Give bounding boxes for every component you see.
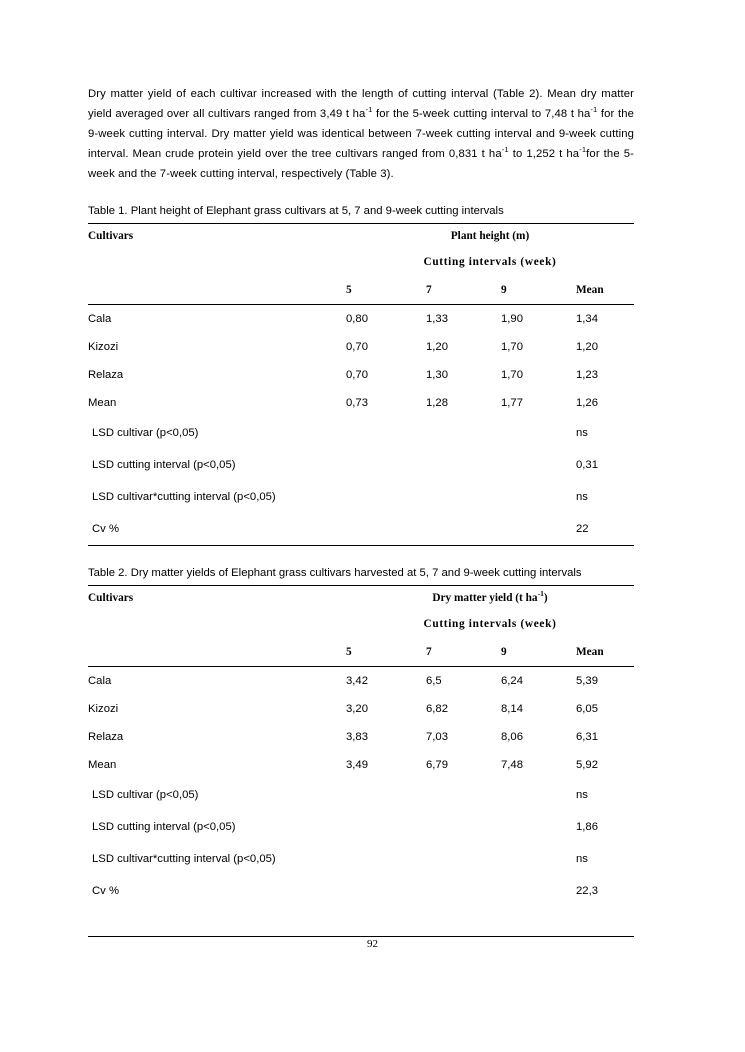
table-row xyxy=(88,843,634,875)
table1-header-row-2 xyxy=(88,248,634,276)
table2-measure-header-sup: -1 xyxy=(537,589,544,599)
table1-stat0-value: ns xyxy=(576,427,588,439)
table2-header-spacer xyxy=(88,610,346,638)
table1-subheader-5: 5 xyxy=(346,276,426,305)
table2-caption: Table 2. Dry matter yields of Elephant grass cultivars harvested at 5, 7 and 9-week cutting intervals xyxy=(88,567,582,579)
table2-row2-v9: 8,06 xyxy=(501,731,523,743)
table2-subheader-5: 5 xyxy=(346,638,426,667)
table2-stat0-label: LSD cultivar (p<0,05) xyxy=(92,789,199,801)
table-row xyxy=(88,305,634,334)
table2-row0-v9: 6,24 xyxy=(501,675,523,687)
table1-row2-cultivar: Relaza xyxy=(88,369,124,381)
table1-header-row-3 xyxy=(88,276,634,305)
table2-stat0-value: ns xyxy=(576,789,588,801)
table1-subheader-mean: Mean xyxy=(576,276,634,305)
paragraph-text-2: for the 5-week cutting interval to 7,48 t ha xyxy=(372,108,591,120)
table2-row0-v5: 3,42 xyxy=(346,675,368,687)
table2-measure-header-tail: ) xyxy=(543,592,548,604)
table1-row1-cultivar: Kizozi xyxy=(88,341,119,353)
page-number: 92 xyxy=(367,938,378,950)
table1-subheader-spacer xyxy=(88,276,346,305)
table1-subheader-7: 7 xyxy=(426,276,501,305)
table1-caption: Table 1. Plant height of Elephant grass cultivars at 5, 7 and 9-week cutting intervals xyxy=(88,205,504,217)
table1-row1-mean: 1,20 xyxy=(576,341,598,353)
table2-row0-mean: 5,39 xyxy=(576,675,598,687)
paragraph-text-4: to 1,252 t ha xyxy=(508,148,580,160)
table2-row1-v5: 3,20 xyxy=(346,703,368,715)
table1-row2-v7: 1,30 xyxy=(426,369,448,381)
table2-stat1-value: 1,86 xyxy=(576,821,598,833)
table2-stat2-value: ns xyxy=(576,853,588,865)
table1-stat3-label: Cv % xyxy=(88,513,576,546)
table1-row2-mean: 1,23 xyxy=(576,369,598,381)
table2-row3-v7: 6,79 xyxy=(426,759,448,771)
table2-row1-v7: 6,82 xyxy=(426,703,448,715)
table2-row1-mean: 6,05 xyxy=(576,703,598,715)
table2-subheader-7: 7 xyxy=(426,638,501,667)
table2-header-row-1 xyxy=(88,586,634,611)
table2-subheader-mean: Mean xyxy=(576,638,634,667)
table1-row0-v5: 0,80 xyxy=(346,313,368,325)
table2-row2-mean: 6,31 xyxy=(576,731,598,743)
superscript-1: -1 xyxy=(365,105,373,115)
table2-row3-v5: 3,49 xyxy=(346,759,368,771)
table1-row3-v5: 0,73 xyxy=(346,397,368,409)
table2-subheader-9: 9 xyxy=(501,638,576,667)
table1-stat3-value: 22 xyxy=(576,513,634,546)
table1-stat2-label: LSD cultivar*cutting interval (p<0,05) xyxy=(92,491,276,503)
table1-stat0-label: LSD cultivar (p<0,05) xyxy=(92,427,199,439)
table2 xyxy=(88,585,634,907)
table2-stat1-label: LSD cutting interval (p<0,05) xyxy=(92,821,236,833)
table1-row2-v5: 0,70 xyxy=(346,369,368,381)
table2-row2-cultivar: Relaza xyxy=(88,731,124,743)
table2-row2-v5: 3,83 xyxy=(346,731,368,743)
table2-row2-v7: 7,03 xyxy=(426,731,448,743)
table-row xyxy=(88,513,634,546)
table1-row3-mean: 1,26 xyxy=(576,397,598,409)
table2-measure-header-text: Dry matter yield (t ha xyxy=(432,592,538,604)
table2-row1-v9: 8,14 xyxy=(501,703,523,715)
table1-row3-cultivar: Mean xyxy=(88,397,117,409)
table1-header-row-1 xyxy=(88,224,634,249)
table1-group-header: Cutting intervals (week) xyxy=(423,256,557,268)
table-row xyxy=(88,361,634,389)
table1-stat1-label: LSD cutting interval (p<0,05) xyxy=(92,459,236,471)
table1-row0-mean: 1,34 xyxy=(576,313,598,325)
table2-row0-v7: 6,5 xyxy=(426,675,442,687)
table2-row0-cultivar: Cala xyxy=(88,675,112,687)
superscript-4: -1 xyxy=(579,145,587,155)
table2-row1-cultivar: Kizozi xyxy=(88,703,119,715)
table2-cultivars-header: Cultivars xyxy=(88,586,346,611)
table-row xyxy=(88,333,634,361)
footer-divider xyxy=(88,936,634,937)
table1-row2-v9: 1,70 xyxy=(501,369,523,381)
table1-subheader-9: 9 xyxy=(501,276,576,305)
body-paragraph xyxy=(88,84,634,184)
table1-row3-v7: 1,28 xyxy=(426,397,448,409)
paragraph-text-3: for the 9-week cutting interval. Dry matter yield was identical between 7-week cutting interval and 9-week cutting interval. Mean crude protein yield over the tree cultivars ranged from 0,831 t ha xyxy=(88,108,634,160)
table1-row1-v9: 1,70 xyxy=(501,341,523,353)
table-row xyxy=(88,389,634,417)
table2-row3-v9: 7,48 xyxy=(501,759,523,771)
table1-measure-header: Plant height (m) xyxy=(346,224,634,249)
table1-cultivars-header: Cultivars xyxy=(88,224,346,249)
paragraph-text-1: Dry matter yield of each cultivar increased with the length of cutting interval (Table 2). Mean dry matter yield averaged over all cultivars ranged from 3,49 t ha xyxy=(88,88,634,120)
page-content xyxy=(88,84,634,907)
paragraph-text-5: for the 5-week and the 7-week cutting interval, respectively (Table 3). xyxy=(88,148,634,180)
table1-header-spacer xyxy=(88,248,346,276)
table-row xyxy=(88,875,634,907)
table-row xyxy=(88,481,634,513)
table-row xyxy=(88,751,634,779)
superscript-3: -1 xyxy=(501,145,509,155)
table2-stat3-value: 22,3 xyxy=(576,885,598,897)
table2-subheader-spacer xyxy=(88,638,346,667)
table2-row3-cultivar: Mean xyxy=(88,759,117,771)
table-row xyxy=(88,667,634,696)
table1-row0-cultivar: Cala xyxy=(88,313,112,325)
table2-group-header: Cutting intervals (week) xyxy=(423,618,557,630)
table1-row0-v9: 1,90 xyxy=(501,313,523,325)
table1-row3-v9: 1,77 xyxy=(501,397,523,409)
table-row xyxy=(88,695,634,723)
table-row xyxy=(88,723,634,751)
table1-stat2-value: ns xyxy=(576,491,588,503)
table1-row0-v7: 1,33 xyxy=(426,313,448,325)
table2-stat3-label: Cv % xyxy=(92,885,119,897)
table-row xyxy=(88,417,634,449)
table2-measure-header xyxy=(346,586,634,611)
table-row xyxy=(88,449,634,481)
table2-row3-mean: 5,92 xyxy=(576,759,598,771)
superscript-2: -1 xyxy=(590,105,598,115)
table2-stat2-label: LSD cultivar*cutting interval (p<0,05) xyxy=(92,853,276,865)
table2-header-row-3 xyxy=(88,638,634,667)
table1 xyxy=(88,223,634,546)
table-row xyxy=(88,811,634,843)
table-row xyxy=(88,779,634,811)
table2-header-row-2 xyxy=(88,610,634,638)
table1-stat1-value: 0,31 xyxy=(576,459,598,471)
table1-row1-v5: 0,70 xyxy=(346,341,368,353)
table1-row1-v7: 1,20 xyxy=(426,341,448,353)
